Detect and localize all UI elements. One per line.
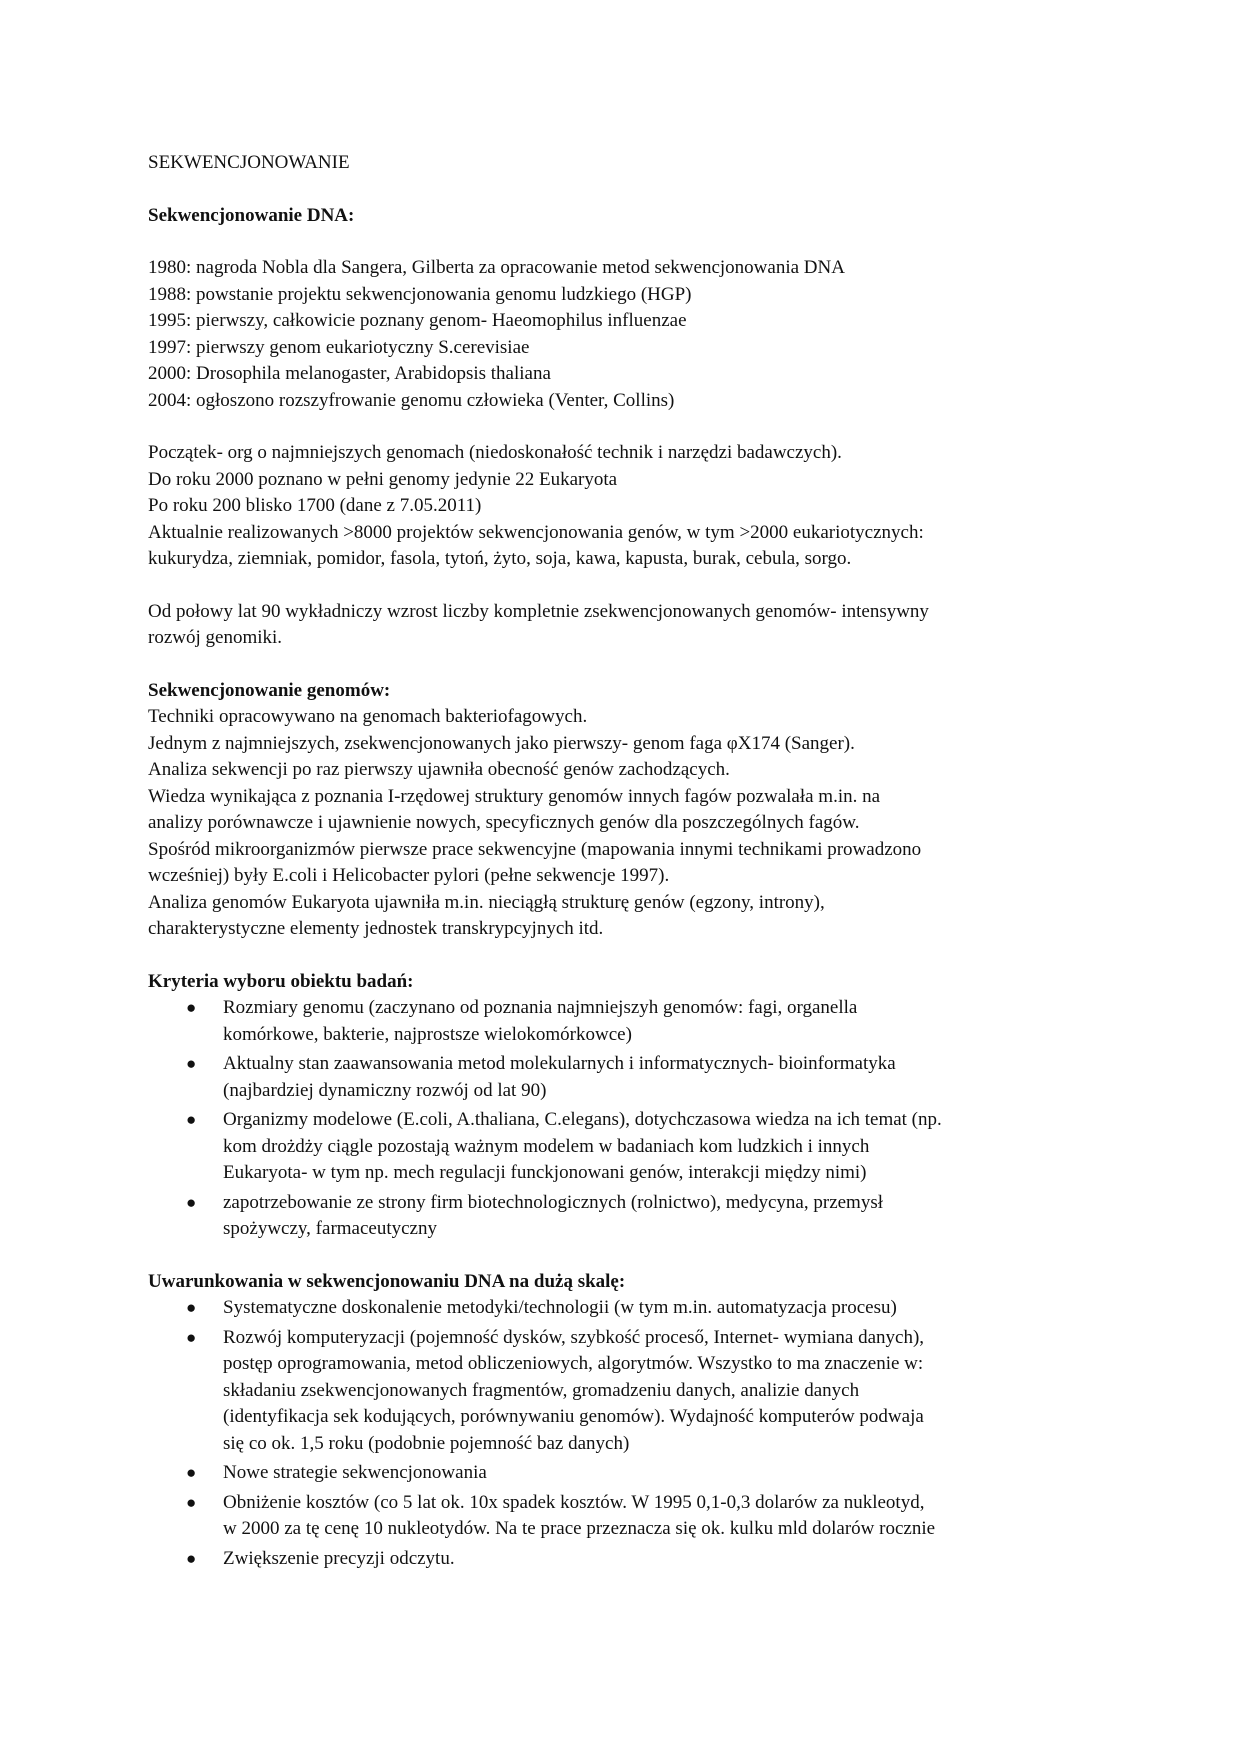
list-item: ● zapotrzebowanie ze strony firm biotechnologicznych (rolnictwo), medycyna, przemysł spożywczy, farmaceutyczny [186,1191,884,1239]
text-line: Początek- org o najmniejszych genomach (niedoskonałość technik i narzędzi badawczych). [148,442,842,463]
list-item: ● Obniżenie kosztów (co 5 lat ok. 10x spadek kosztów. W 1995 0,1-0,3 dolarów za nukleotyd, w 2000 za tę cenę 10 nukleotydów. Na te prace przeznacza się ok. kulku mld dolarów rocznie [186,1491,936,1539]
text-line: Analiza genomów Eukaryota ujawniła m.in. nieciągłą strukturę genów (egzony, introny), [148,891,825,913]
list-item: ● Rozwój komputeryzacji (pojemność dysków, szybkość proceső, Internet- wymiana danych), postęp oprogramowania, metod obliczeniowych, algorytmów. Wszystko to ma znaczenie w: składaniu zsekwencjonowanych fragmentów, gromadzeniu danych, analizie danych (identyfikacja sek kodujących, porównywaniu genomów). Wydajność komputerów podwaja się co ok. 1,5 roku (podobnie pojemność baz danych) [186,1326,925,1454]
section-heading-conditions: Uwarunkowania w sekwencjonowaniu DNA na dużą skalę: [148,1270,626,1292]
list-item: ● Nowe strategie sekwencjonowania [148,1460,1098,1487]
paragraph-genomes [148,704,1098,943]
timeline-item: 2004: ogłoszono rozszyfrowanie genomu człowieka (Venter, Collins) [148,389,675,411]
list-item: ● Zwiększenie precyzji odczytu. [148,1546,1098,1573]
list-item: ● Systematyczne doskonalenie metodyki/technologii (w tym m.in. automatyzacja procesu) [148,1295,1098,1322]
text-line: Do roku 2000 poznano w pełni genomy jedynie 22 Eukaryota [148,468,618,490]
document-body [148,150,1098,1598]
criteria-list [148,995,1098,1243]
text-line: Techniki opracowywano na genomach bakteriofagowych. [148,706,588,727]
list-item: ● Organizmy modelowe (E.coli, A.thaliana, C.elegans), dotychczasowa wiedza na ich temat (np. kom drożdży ciągle pozostają ważnym modelem w badaniach kom ludzkich i innych Eukaryota- w tym np. mech regulacji funckjonowani genów, interakcji między nimi) [186,1109,942,1183]
timeline-item: 1980: nagroda Nobla dla Sangera, Gilberta za opracowanie metod sekwencjonowania DNA [148,257,845,278]
timeline-item: 1997: pierwszy genom eukariotyczny S.cerevisiae [148,336,530,358]
text-line: Analiza sekwencji po raz pierwszy ujawniła obecność genów zachodzących. [148,759,730,780]
document-title: SEKWENCJONOWANIE [148,152,350,173]
text-line: Jednym z najmniejszych, zsekwencjonowanych jako pierwszy- genom faga φX174 (Sanger). [148,732,855,754]
text-line: rozwój genomiki. [148,627,283,648]
list-item: ● Rozmiary genomu (zaczynano od poznania najmniejszyh genomów: fagi, organella komórkowe, bakterie, najprostsze wielokomórkowce) [186,997,858,1045]
bullet-icon: ● [186,1054,197,1073]
paragraph-progress [148,440,1098,573]
text-line: wcześniej) były E.coli i Helicobacter pylori (pełne sekwencje 1997). [148,865,670,886]
text-line: charakterystyczne elementy jednostek transkrypcyjnych itd. [148,918,604,939]
timeline-item: 1995: pierwszy, całkowicie poznany genom- Haeomophilus influenzae [148,310,687,331]
list-item: ● Aktualny stan zaawansowania metod molekularnych i informatycznych- bioinformatyka (najbardziej dynamiczny rozwój od lat 90) [186,1053,896,1101]
section-heading-dna: Sekwencjonowanie DNA: [148,204,355,226]
bullet-icon: ● [186,998,197,1017]
text-line: Po roku 200 blisko 1700 (dane z 7.05.2011) [148,495,482,516]
timeline-item: 2000: Drosophila melanogaster, Arabidopsis thaliana [148,363,551,384]
timeline-item: 1988: powstanie projektu sekwencjonowania genomu ludzkiego (HGP) [148,283,692,305]
bullet-icon: ● [186,1298,197,1317]
bullet-icon: ● [186,1327,197,1347]
text-line: Wiedza wynikająca z poznania I-rzędowej struktury genomów innych fagów pozwalała m.in. na [148,785,881,807]
bullet-icon: ● [186,1492,197,1512]
text-line: Od połowy lat 90 wykładniczy wzrost liczby kompletnie zsekwencjonowanych genomów- intensywny [148,600,929,622]
text-line: Aktualnie realizowanych >8000 projektów sekwencjonowania genów, w tym >2000 eukariotycznych: [148,521,924,543]
section-heading-criteria: Kryteria wyboru obiektu badań: [148,970,414,992]
conditions-list [148,1295,1098,1572]
paragraph-growth [148,599,1098,652]
timeline [148,255,1098,414]
bullet-icon: ● [186,1463,197,1482]
bullet-icon: ● [186,1192,197,1212]
bullet-icon: ● [186,1110,197,1129]
text-line: Spośród mikroorganizmów pierwsze prace sekwencyjne (mapowania innymi technikami prowadzono [148,838,922,860]
text-line: kukurydza, ziemniak, pomidor, fasola, tytoń, żyto, soja, kawa, kapusta, burak, cebula, sorgo. [148,548,852,569]
section-heading-genomes: Sekwencjonowanie genomów: [148,679,391,701]
bullet-icon: ● [186,1548,197,1568]
text-line: analizy porównawcze i ujawnienie nowych, specyficznych genów dla poszczególnych fagów. [148,812,860,833]
